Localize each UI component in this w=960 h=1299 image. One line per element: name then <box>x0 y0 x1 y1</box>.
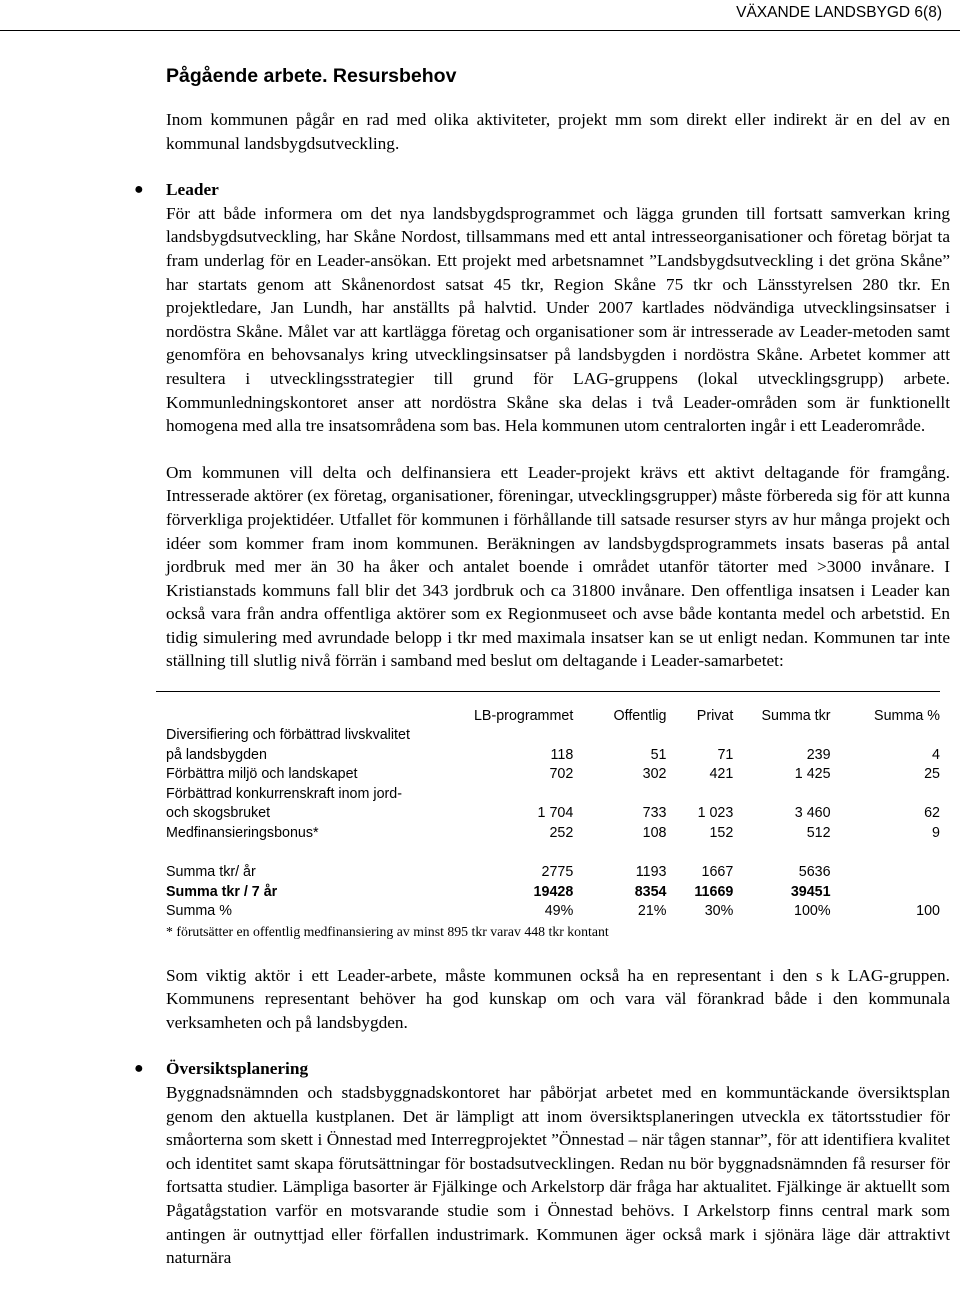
table-cell <box>667 726 734 746</box>
table-cell <box>465 726 573 746</box>
leader-title: Leader <box>166 180 219 200</box>
table-cell: 302 <box>642 766 667 783</box>
table-cell: 108 <box>642 824 667 841</box>
row-label: Förbättrad konkurrenskraft inom jord- <box>166 785 402 802</box>
table-row <box>156 804 940 824</box>
table-cell: 62 <box>924 805 940 822</box>
table-cell <box>667 785 734 805</box>
table-header: Privat <box>696 707 734 724</box>
table-cell: 1 425 <box>794 766 831 783</box>
table-cell: 49% <box>544 903 574 920</box>
table-row <box>156 785 940 805</box>
table-cell: 9 <box>932 824 940 841</box>
table-row <box>156 765 940 785</box>
bullet-icon: ● <box>134 181 144 199</box>
table-header: LB-programmet <box>473 707 574 724</box>
table-cell: 100 <box>916 903 940 920</box>
totals-row <box>156 883 940 903</box>
table-footnote: * förutsätter en offentlig medfinansiering av minst 895 tkr varav 448 tkr kontant <box>166 923 609 939</box>
leader-paragraph-2: Om kommunen vill delta och delfinansiera ett Leader-projekt krävs ett aktivt deltagande för framgång. Intresserade aktörer (ex företag, organisationer, föreningar, utvecklingsgrupper) måste förbereda sig för att kunna förverkliga projektidéer. Utfallet för kommunen i förhållande till satsade resurser styrs av hur många projekt och idéer som kommer fram inom kommunen. Beräkningen av landsbygdsprogrammets insats baseras på antal jordbruk med mer än 30 ha åker och antalet boende i området utanför tätorter med >3000 invånare. I Kristianstads kommuns fall blir det 343 jordbruk och ca 31800 invånare. Den offentliga insatsen i Leader kan också vara från andra offentliga aktörer som ex Regionmuseet och avse både kontanta medel och arbetstid. En tidig simulering med avrundade belopp i tkr med maximala insatser kan se ut enligt nedan. Kommunen tar inte ställning till slutlig nivå förrän i samband med beslut om deltagande i Leader-samarbetet: <box>166 462 950 671</box>
table-header: Summa % <box>874 707 940 724</box>
table-cell: 39451 <box>790 883 831 900</box>
table-cell: 1193 <box>635 864 667 881</box>
totals-row <box>156 902 940 922</box>
table-cell: 702 <box>549 766 574 783</box>
table-cell: 21% <box>637 903 667 920</box>
row-label: Summa tkr/ år <box>166 864 256 881</box>
row-label: Medfinansieringsbonus* <box>166 824 319 841</box>
table-cell: 239 <box>806 746 831 763</box>
section-heading: Pågående arbete. Resursbehov <box>166 65 457 87</box>
table-cell: 8354 <box>634 883 667 900</box>
row-label: Summa % <box>166 903 232 920</box>
table-cell: 3 460 <box>794 805 831 822</box>
table-cell: 5636 <box>798 864 831 881</box>
table-cell: 1 704 <box>537 805 574 822</box>
table-cell: 1 023 <box>697 805 734 822</box>
row-label: Förbättra miljö och landskapet <box>166 766 358 783</box>
table-cell <box>831 883 940 903</box>
oversikt-title: Översiktsplanering <box>166 1059 309 1079</box>
table-cell: 512 <box>806 824 831 841</box>
table-cell: 71 <box>717 746 734 763</box>
table-cell: 733 <box>642 805 667 822</box>
table-cell <box>465 785 573 805</box>
table-cell <box>831 726 940 746</box>
table-cell: 30% <box>704 903 734 920</box>
table-header <box>156 692 465 727</box>
row-label: på landsbygden <box>166 746 267 763</box>
table-cell: 252 <box>549 824 574 841</box>
oversikt-bullet <box>134 1057 950 1081</box>
row-label: Summa tkr / 7 år <box>166 883 278 900</box>
totals-row <box>156 863 940 883</box>
table-row <box>156 824 940 844</box>
leader-bullet <box>134 178 950 202</box>
table-header: Summa tkr <box>761 707 831 724</box>
table-cell <box>573 726 666 746</box>
intro-paragraph: Inom kommunen pågår en rad med olika aktiviteter, projekt mm som direkt eller indirekt är en del av en kommunal landsbygdsutveckling. <box>166 110 950 153</box>
table-cell: 152 <box>709 824 734 841</box>
table-cell <box>831 863 940 883</box>
table-cell: 1667 <box>701 864 734 881</box>
table-row <box>156 746 940 766</box>
row-label: Diversifiering och förbättrad livskvalitet <box>166 727 410 744</box>
table-row <box>156 726 940 746</box>
table-cell: 4 <box>932 746 940 763</box>
row-label: och skogsbruket <box>166 805 271 822</box>
table-cell: 25 <box>924 766 940 783</box>
table-cell: 11669 <box>694 883 734 900</box>
table-header-row <box>156 692 940 727</box>
document-body <box>134 63 950 1270</box>
oversikt-paragraph: Byggnadsnämnden och stadsbyggnadskontoret har påbörjat arbetet med en kommuntäckande översiktsplan genom den aktuella kustplanen. Det är lämpligt att inom översiktsplaneringen utveckla ex tätortsstudier för småorterna som skett i Önnestad med Interregprojektet ”Önnestad – när tågen stannar”, för att identifiera kvalitet och identitet samt skapa förutsättningar för bostadsutvecklingen. Redan nu bör byggnadsnämnden få resurser för fortsatta studier. Lämpliga basorter är Fjälkinge och Arkelstorp där fråga har aktualitet. Fjälkinge är aktuellt som Pågatågstation varför en motsvarande studie som i Önnestad behövs. I Arkelstorp finns central mark som antingen är outnyttjad eller förfallen industrimark. Kommunen äger också mark i sjönära läge där attraktivt naturnära <box>166 1082 950 1268</box>
leader-paragraph-1: För att både informera om det nya landsbygdsprogrammet och lägga grunden till fortsatt samverkan kring landsbygdsutveckling, har Skåne Nordost, tillsammans med ett antal intresseorganisationer och företag börjat ta fram underlag för en Leader-ansökan. Ett projekt med arbetsnamnet ”Landsbygdsutveckling i det gröna Skåne” har startats genom att Skånenordost satsat 45 tkr, Region Skåne 75 tkr och Länsstyrelsen 280 tkr. En projektledare, Jan Lundh, har anställts på halvtid. Under 2007 kartlades nödvändiga utvecklingsinsatser i nordöstra Skåne. Målet var att kartlägga företag och organisationer som är intresserade av Leader-metoden samt genomföra en behovsanalys kring utvecklingsinsatser på landsbygden i nordöstra Skåne. Arbetet kommer att resultera i utvecklingsstrategier till grund för LAG-gruppens (lokal utvecklingsgrupp) arbete. Kommunledningskontoret anser att nordöstra Skåne ska delas i två Leader-områden som är funktionellt homogena med alla tre insatsområdena som bas. Hela kommunen utom centralorten ingår i ett Leaderområde. <box>166 203 950 436</box>
table-cell: 100% <box>794 903 831 920</box>
table-cell: 421 <box>709 766 734 783</box>
table-cell <box>733 726 830 746</box>
table-cell: 19428 <box>533 883 574 900</box>
table-cell <box>573 785 666 805</box>
table-cell <box>733 785 830 805</box>
table-cell: 2775 <box>541 864 574 881</box>
resource-table <box>156 691 940 922</box>
table-header: Offentlig <box>613 707 667 724</box>
page-header: VÄXANDE LANDSBYGD 6(8) <box>736 4 942 21</box>
table-cell: 118 <box>550 746 574 763</box>
leader-paragraph-3: Som viktig aktör i ett Leader-arbete, måste kommunen också ha en representant i den s k LAG-gruppen. Kommunens representant behöver ha god kunskap om och vara väl förankrad både i den kommunala verksamheten och på landsbygden. <box>166 965 950 1032</box>
table-cell: 51 <box>650 746 667 763</box>
table-cell <box>831 785 940 805</box>
bullet-icon: ● <box>134 1060 144 1078</box>
header-divider <box>0 30 960 31</box>
